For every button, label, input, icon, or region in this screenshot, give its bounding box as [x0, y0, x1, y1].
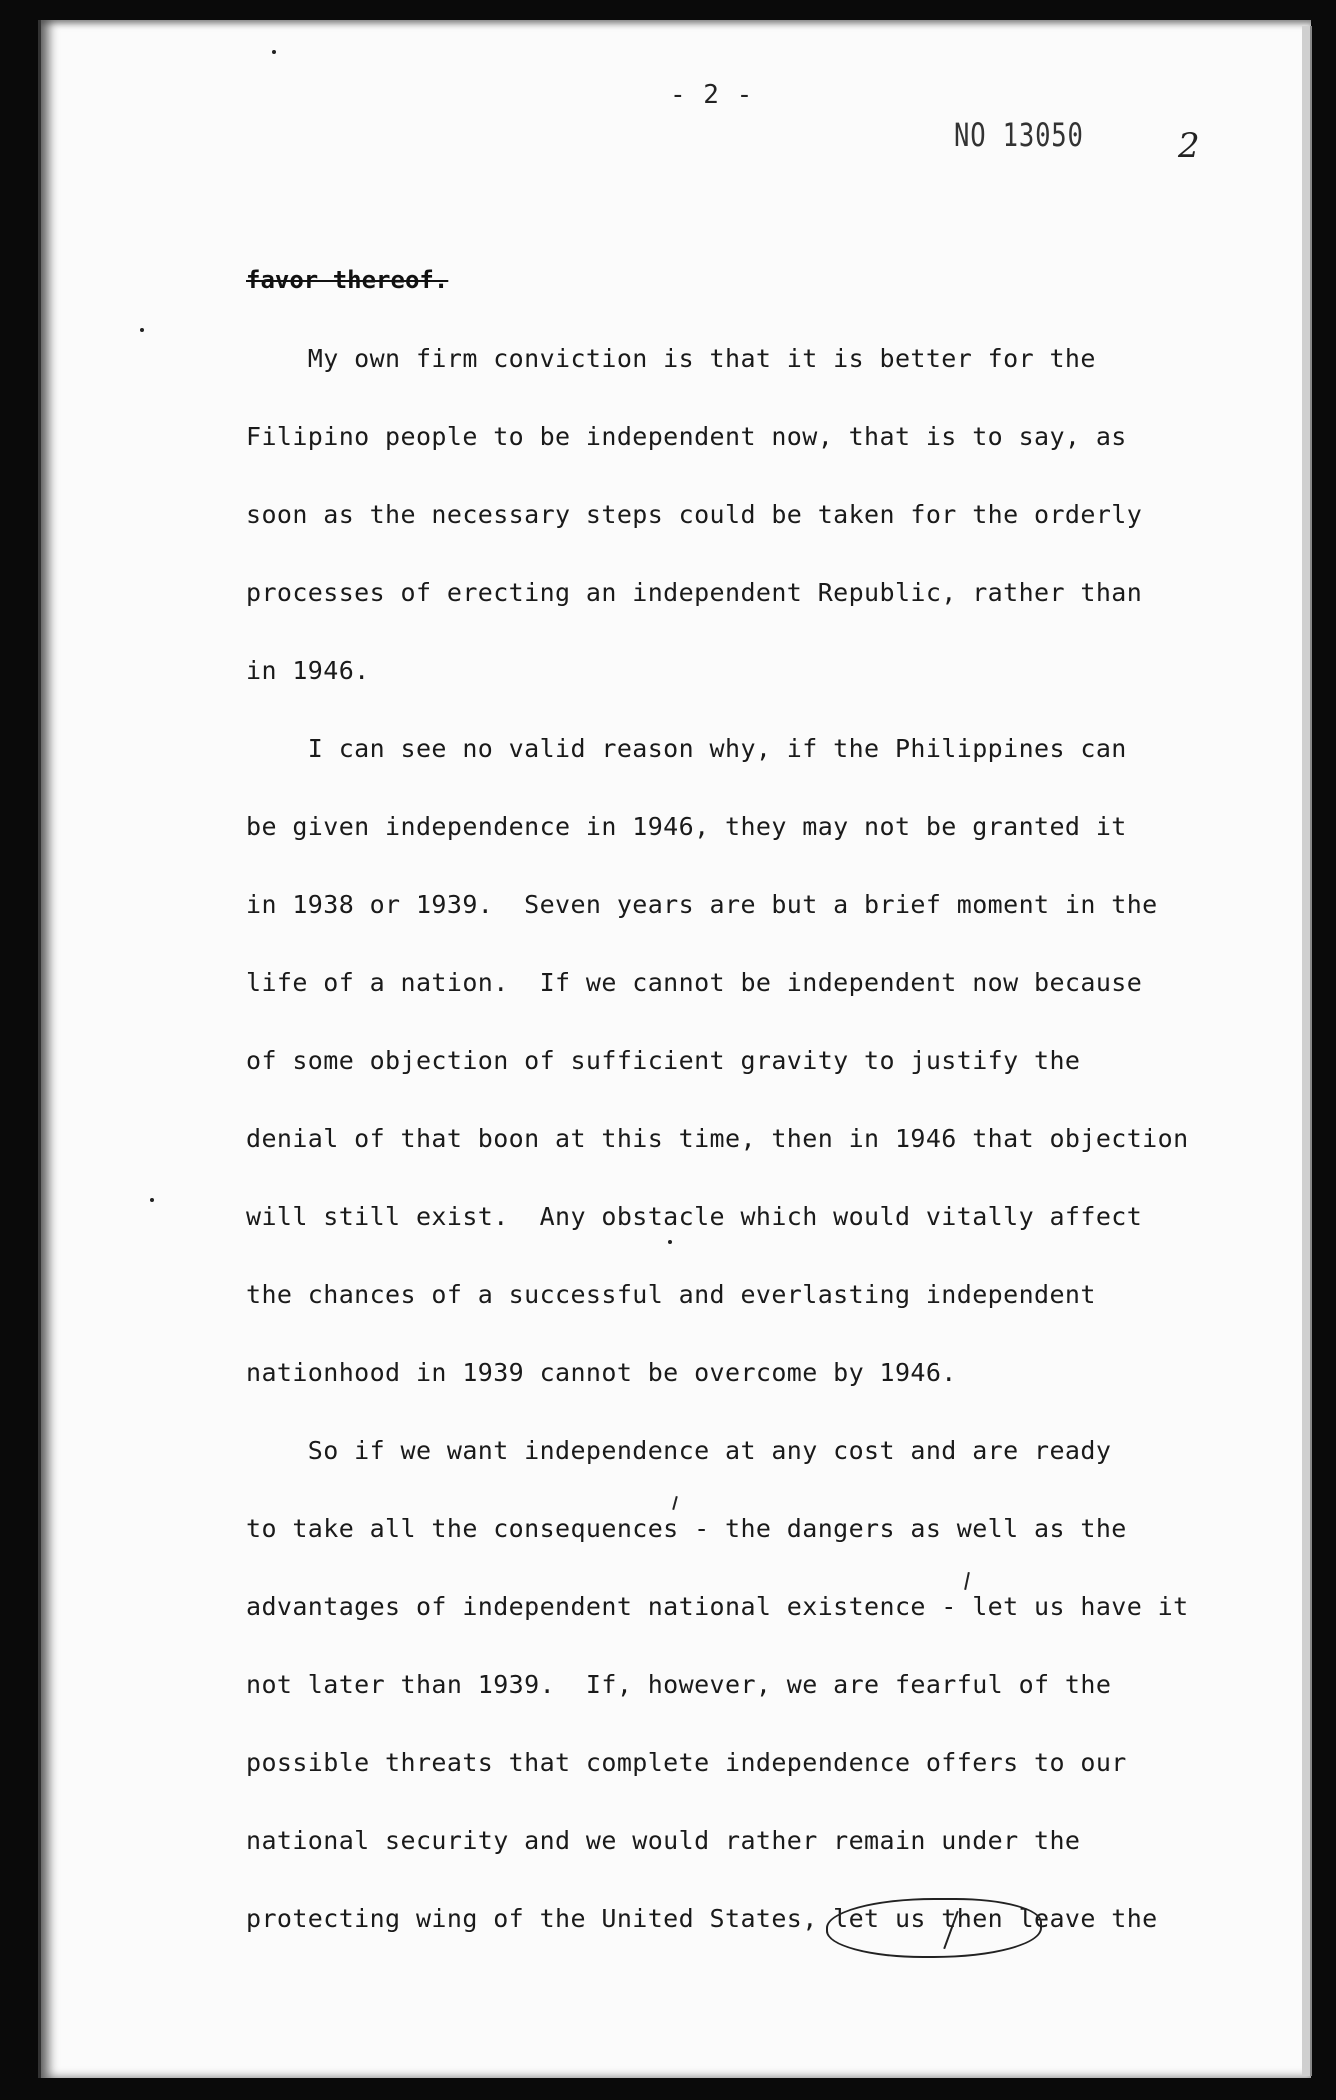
text-line: So if we want independence at any cost and are ready	[246, 1436, 1112, 1465]
text-line: I can see no valid reason why, if the Philippines can	[246, 734, 1127, 763]
text-line: nationhood in 1939 cannot be overcome by 1946.	[246, 1358, 957, 1387]
text-line: My own firm conviction is that it is better for the	[246, 344, 1096, 373]
text-line: be given independence in 1946, they may not be granted it	[246, 812, 1127, 841]
text-line: will still exist. Any obstacle which would vitally affect	[246, 1202, 1143, 1231]
speck	[668, 1240, 672, 1244]
handwritten-sheet-number: 2	[1178, 126, 1200, 166]
document-id-stamp: NO 13050	[954, 116, 1084, 154]
handwritten-circle-annotation	[826, 1898, 1042, 1958]
text-line: denial of that boon at this time, then in 1946 that objection	[246, 1124, 1189, 1153]
speck	[150, 1198, 154, 1202]
text-line: not later than 1939. If, however, we are fearful of the	[246, 1670, 1112, 1699]
text-line: processes of erecting an independent Republic, rather than	[246, 578, 1143, 607]
text-line: in 1938 or 1939. Seven years are but a brief moment in the	[246, 890, 1158, 919]
text-line: life of a nation. If we cannot be independent now because	[246, 968, 1143, 997]
text-line: of some objection of sufficient gravity to justify the	[246, 1046, 1081, 1075]
page-edge	[1302, 26, 1312, 2076]
text-line: Filipino people to be independent now, that is to say, as	[246, 422, 1127, 451]
speck	[272, 50, 276, 54]
text-line: in 1946.	[246, 656, 370, 685]
text-line: the chances of a successful and everlasting independent	[246, 1280, 1096, 1309]
text-line: to take all the consequences - the dangers as well as the	[246, 1514, 1127, 1543]
struck-out-text: favor thereof.	[246, 266, 449, 294]
speck	[140, 328, 144, 332]
text-line: soon as the necessary steps could be taken for the orderly	[246, 500, 1143, 529]
text-line: advantages of independent national existence - let us have it	[246, 1592, 1189, 1621]
text-line: possible threats that complete independence offers to our	[246, 1748, 1127, 1777]
page-number: - 2 -	[670, 80, 754, 110]
text-line: national security and we would rather remain under the	[246, 1826, 1081, 1855]
text-line: protecting wing of the United States, let us then leave the	[246, 1904, 1158, 1933]
